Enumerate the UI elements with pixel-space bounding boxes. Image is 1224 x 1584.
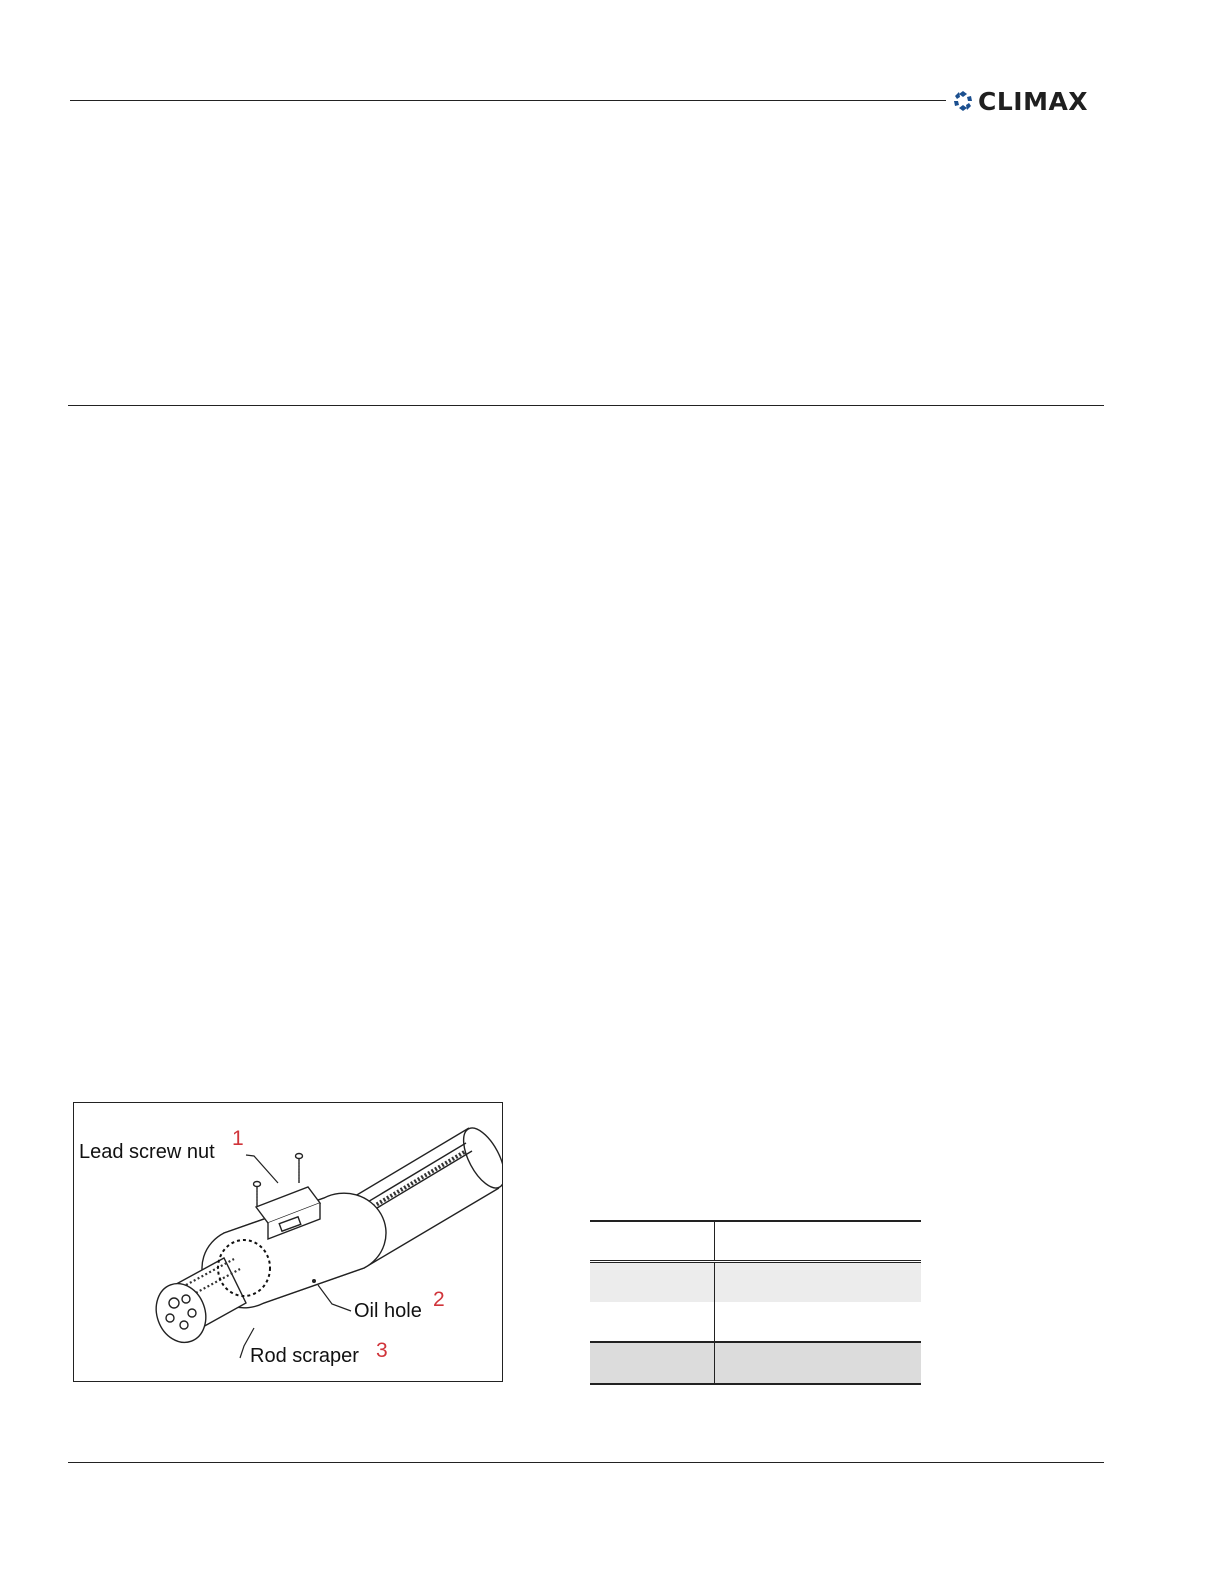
section-divider [68,405,1104,406]
callout-number-2: 2 [433,1288,445,1311]
table-header-row [590,1220,921,1263]
callout-number-3: 3 [376,1339,388,1362]
table-cell [590,1343,715,1383]
table-header-cell [590,1222,715,1260]
table-cell [715,1343,921,1383]
climax-logo [952,86,1088,116]
callout-number-1: 1 [232,1127,244,1150]
callout-lead-screw-nut: Lead screw nut [79,1141,215,1163]
callout-rod-scraper: Rod scraper [250,1345,359,1367]
maintenance-table [590,1220,921,1385]
table-cell [715,1302,921,1341]
table-row [590,1302,921,1343]
callout-oil-hole: Oil hole [354,1300,422,1322]
lead-screw-figure [73,1102,503,1382]
table-header-cell [715,1222,921,1260]
table-cell [590,1302,715,1341]
climax-logo-mark-icon [952,90,974,112]
footer-rule [68,1462,1104,1463]
table-cell [590,1263,715,1302]
table-row [590,1263,921,1302]
header-rule [70,100,946,101]
table-row [590,1343,921,1385]
table-cell [715,1263,921,1302]
brand-name: CLIMAX [978,86,1089,116]
